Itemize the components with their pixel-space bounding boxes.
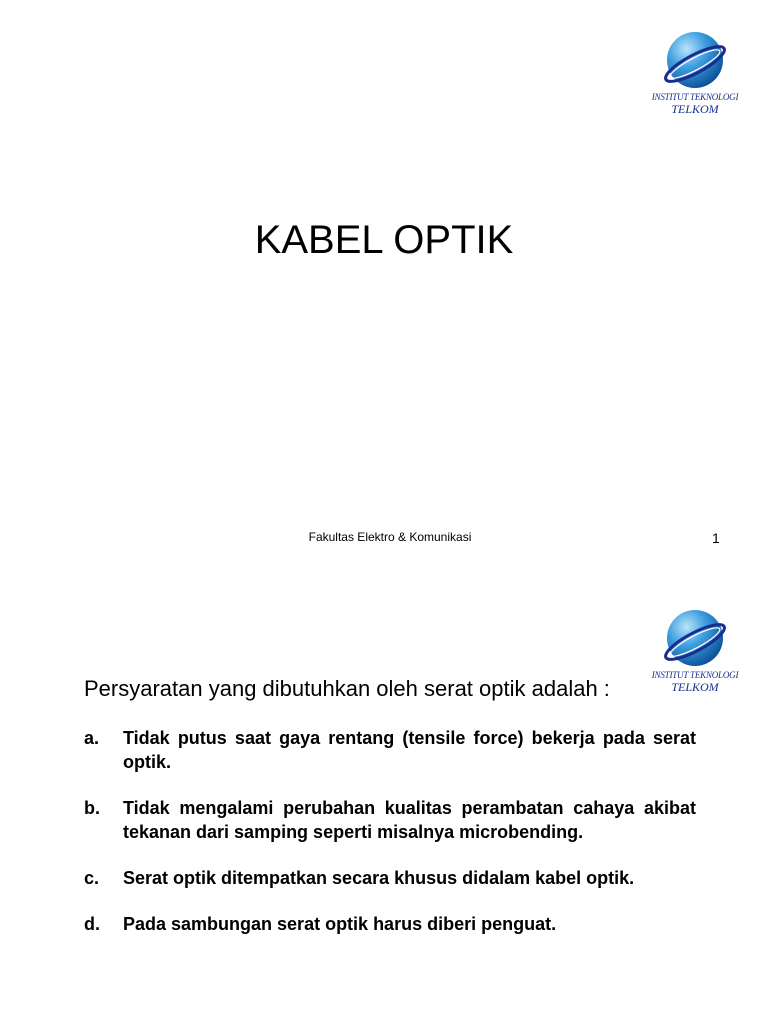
slide-footer: Fakultas Elektro & Komunikasi (308, 530, 472, 544)
globe-icon (662, 608, 728, 670)
list-item (84, 866, 696, 890)
list-item (84, 726, 696, 774)
page-number: 1 (712, 530, 720, 546)
globe-icon (662, 30, 728, 92)
list-item-letter: b. (84, 798, 100, 818)
institution-logo (640, 30, 750, 140)
list-item-letter: a. (84, 728, 100, 748)
logo-text-telkom: TELKOM (671, 680, 719, 694)
list-item-text: Tidak putus saat gaya rentang (tensile force) bekerja pada serat optik. (123, 728, 696, 772)
list-item-text: Serat optik ditempatkan secara khusus didalam kabel optik. (123, 868, 635, 888)
institution-logo (640, 608, 750, 718)
slide-heading: Persyaratan yang dibutuhkan oleh serat optik adalah : (84, 676, 610, 701)
list-item (84, 796, 696, 844)
requirements-list (84, 726, 696, 958)
logo-text-telkom: TELKOM (671, 102, 719, 116)
logo-text-institute: INSTITUT TEKNOLOGI (651, 670, 739, 680)
list-item-text: Pada sambungan serat optik harus diberi penguat. (123, 914, 557, 934)
content-slide (0, 512, 768, 1024)
list-item (84, 912, 696, 936)
slide-title: KABEL OPTIK (254, 218, 514, 262)
list-item-text: Tidak mengalami perubahan kualitas perambatan cahaya akibat tekanan dari samping seperti misalnya microbending. (123, 798, 696, 842)
logo-text-institute: INSTITUT TEKNOLOGI (651, 92, 739, 102)
list-item-letter: d. (84, 914, 100, 934)
list-item-letter: c. (84, 868, 100, 888)
